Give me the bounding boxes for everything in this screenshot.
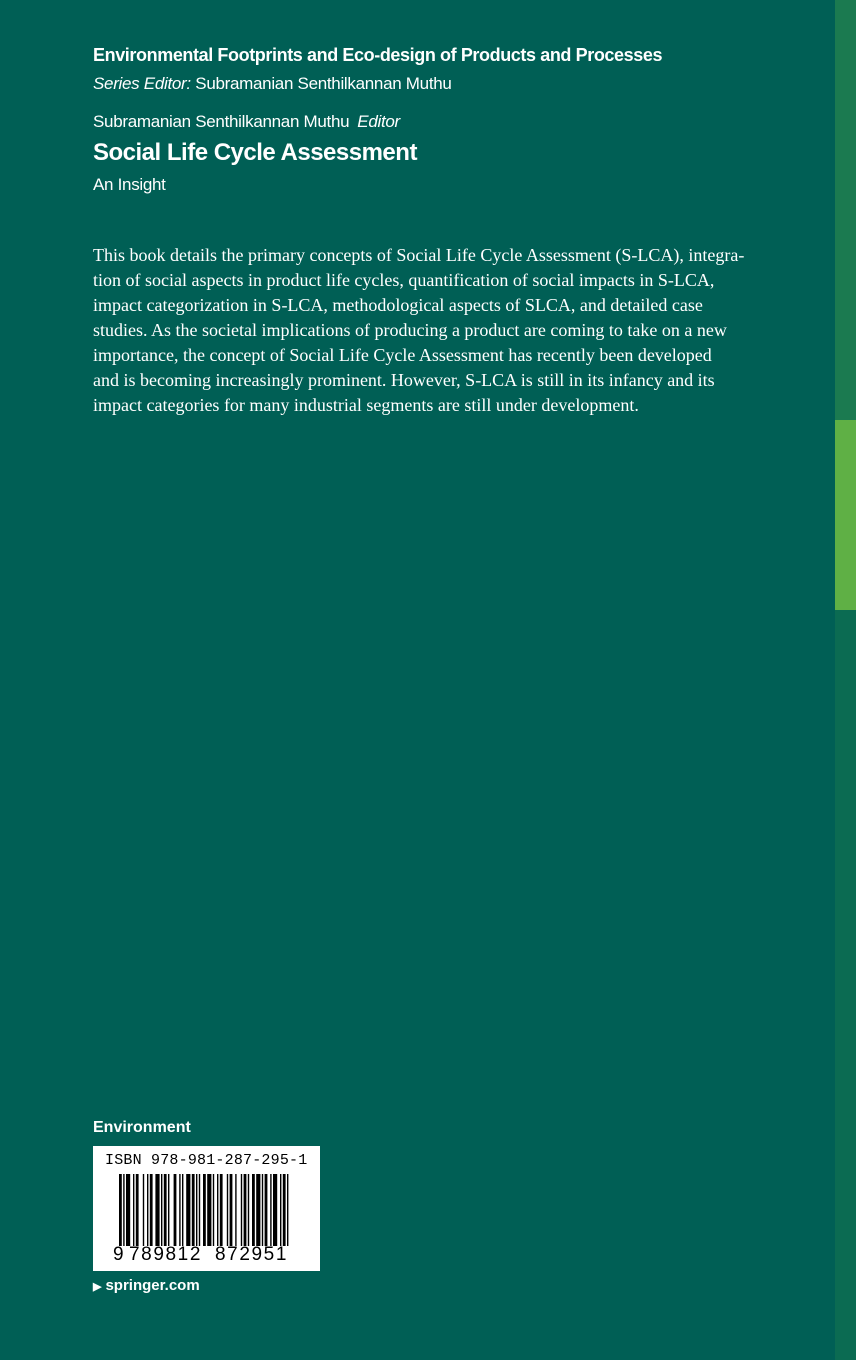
book-title: Social Life Cycle Assessment <box>93 139 417 166</box>
book-editor-role: Editor <box>357 112 400 131</box>
barcode-bar <box>147 1174 148 1246</box>
spine-color-strip <box>835 0 856 1360</box>
barcode-bar <box>227 1174 228 1246</box>
barcode-bar <box>199 1174 200 1246</box>
barcode-bar <box>248 1174 249 1246</box>
barcode-bar <box>164 1174 167 1246</box>
barcode-bar <box>203 1174 206 1246</box>
barcode-bar <box>273 1174 277 1246</box>
ean-digit-first: 9 <box>113 1244 124 1265</box>
book-editor <box>93 112 400 132</box>
series-title: Environmental Footprints and Eco-design of Products and Processes <box>93 45 663 65</box>
barcode-bar <box>136 1174 139 1246</box>
barcode-bar <box>244 1174 247 1246</box>
description-line: studies. As the societal implications of producing a product are coming to take on a new <box>93 320 727 340</box>
barcode-bar <box>280 1174 281 1246</box>
barcode-bar <box>213 1174 214 1246</box>
barcode-bar <box>179 1174 180 1246</box>
barcode-bar <box>207 1174 211 1246</box>
subject-category: Environment <box>93 1119 191 1136</box>
barcode-bar <box>265 1174 268 1246</box>
barcode-bar <box>256 1174 260 1246</box>
barcode-bar <box>192 1174 195 1246</box>
spine-segment-light <box>835 420 856 610</box>
book-description <box>93 243 783 418</box>
barcode-bar <box>230 1174 233 1246</box>
barcode-bar <box>262 1174 263 1246</box>
series-editor-name: Subramanian Senthilkannan Muthu <box>195 74 452 93</box>
barcode-bar <box>123 1174 124 1246</box>
barcode-bar <box>133 1174 134 1246</box>
barcode-bar <box>252 1174 255 1246</box>
barcode-bar <box>235 1174 236 1246</box>
ean-digit-group-2: 872951 <box>215 1244 289 1265</box>
book-subtitle: An Insight <box>93 175 166 194</box>
description-line: impact categorization in S-LCA, methodological aspects of SLCA, and detailed case <box>93 295 703 315</box>
play-arrow-icon: ▶ <box>93 1281 102 1293</box>
barcode-bar <box>126 1174 130 1246</box>
description-line: tion of social aspects in product life cycles, quantification of social impacts in S-LCA, <box>93 270 715 290</box>
barcode-bar <box>174 1174 177 1246</box>
barcode-bar <box>217 1174 218 1246</box>
barcode-bar <box>168 1174 169 1246</box>
ean-digit-group-1: 789812 <box>129 1244 203 1265</box>
spine-segment-top <box>835 0 856 420</box>
barcode-bar <box>270 1174 271 1246</box>
isbn-barcode <box>93 1146 320 1271</box>
description-line: impact categories for many industrial segments are still under development. <box>93 395 639 415</box>
barcode-bar <box>155 1174 159 1246</box>
series-editor-label: Series Editor: <box>93 74 191 93</box>
barcode-bar <box>161 1174 162 1246</box>
description-line: and is becoming increasingly prominent. However, S-LCA is still in its infancy and its <box>93 370 715 390</box>
website-label: springer.com <box>105 1277 200 1294</box>
isbn-text: ISBN 978-981-287-295-1 <box>105 1152 308 1169</box>
barcode-bar <box>119 1174 122 1246</box>
barcode-bar <box>283 1174 286 1246</box>
barcode-bar <box>287 1174 288 1246</box>
barcode-bar <box>186 1174 190 1246</box>
barcode-bar <box>220 1174 223 1246</box>
barcode-bars <box>101 1174 312 1246</box>
barcode-bar <box>196 1174 197 1246</box>
barcode-bar <box>182 1174 183 1246</box>
description-line: This book details the primary concepts of Social Life Cycle Assessment (S-LCA), integra- <box>93 245 745 265</box>
barcode-bar <box>143 1174 144 1246</box>
spine-segment-bottom <box>835 610 856 1360</box>
barcode-bar <box>241 1174 242 1246</box>
book-editor-name: Subramanian Senthilkannan Muthu <box>93 112 350 131</box>
description-line: importance, the concept of Social Life Cycle Assessment has recently been developed <box>93 345 712 365</box>
barcode-bar <box>150 1174 153 1246</box>
publisher-website[interactable] <box>93 1277 200 1294</box>
series-editor <box>93 74 452 94</box>
